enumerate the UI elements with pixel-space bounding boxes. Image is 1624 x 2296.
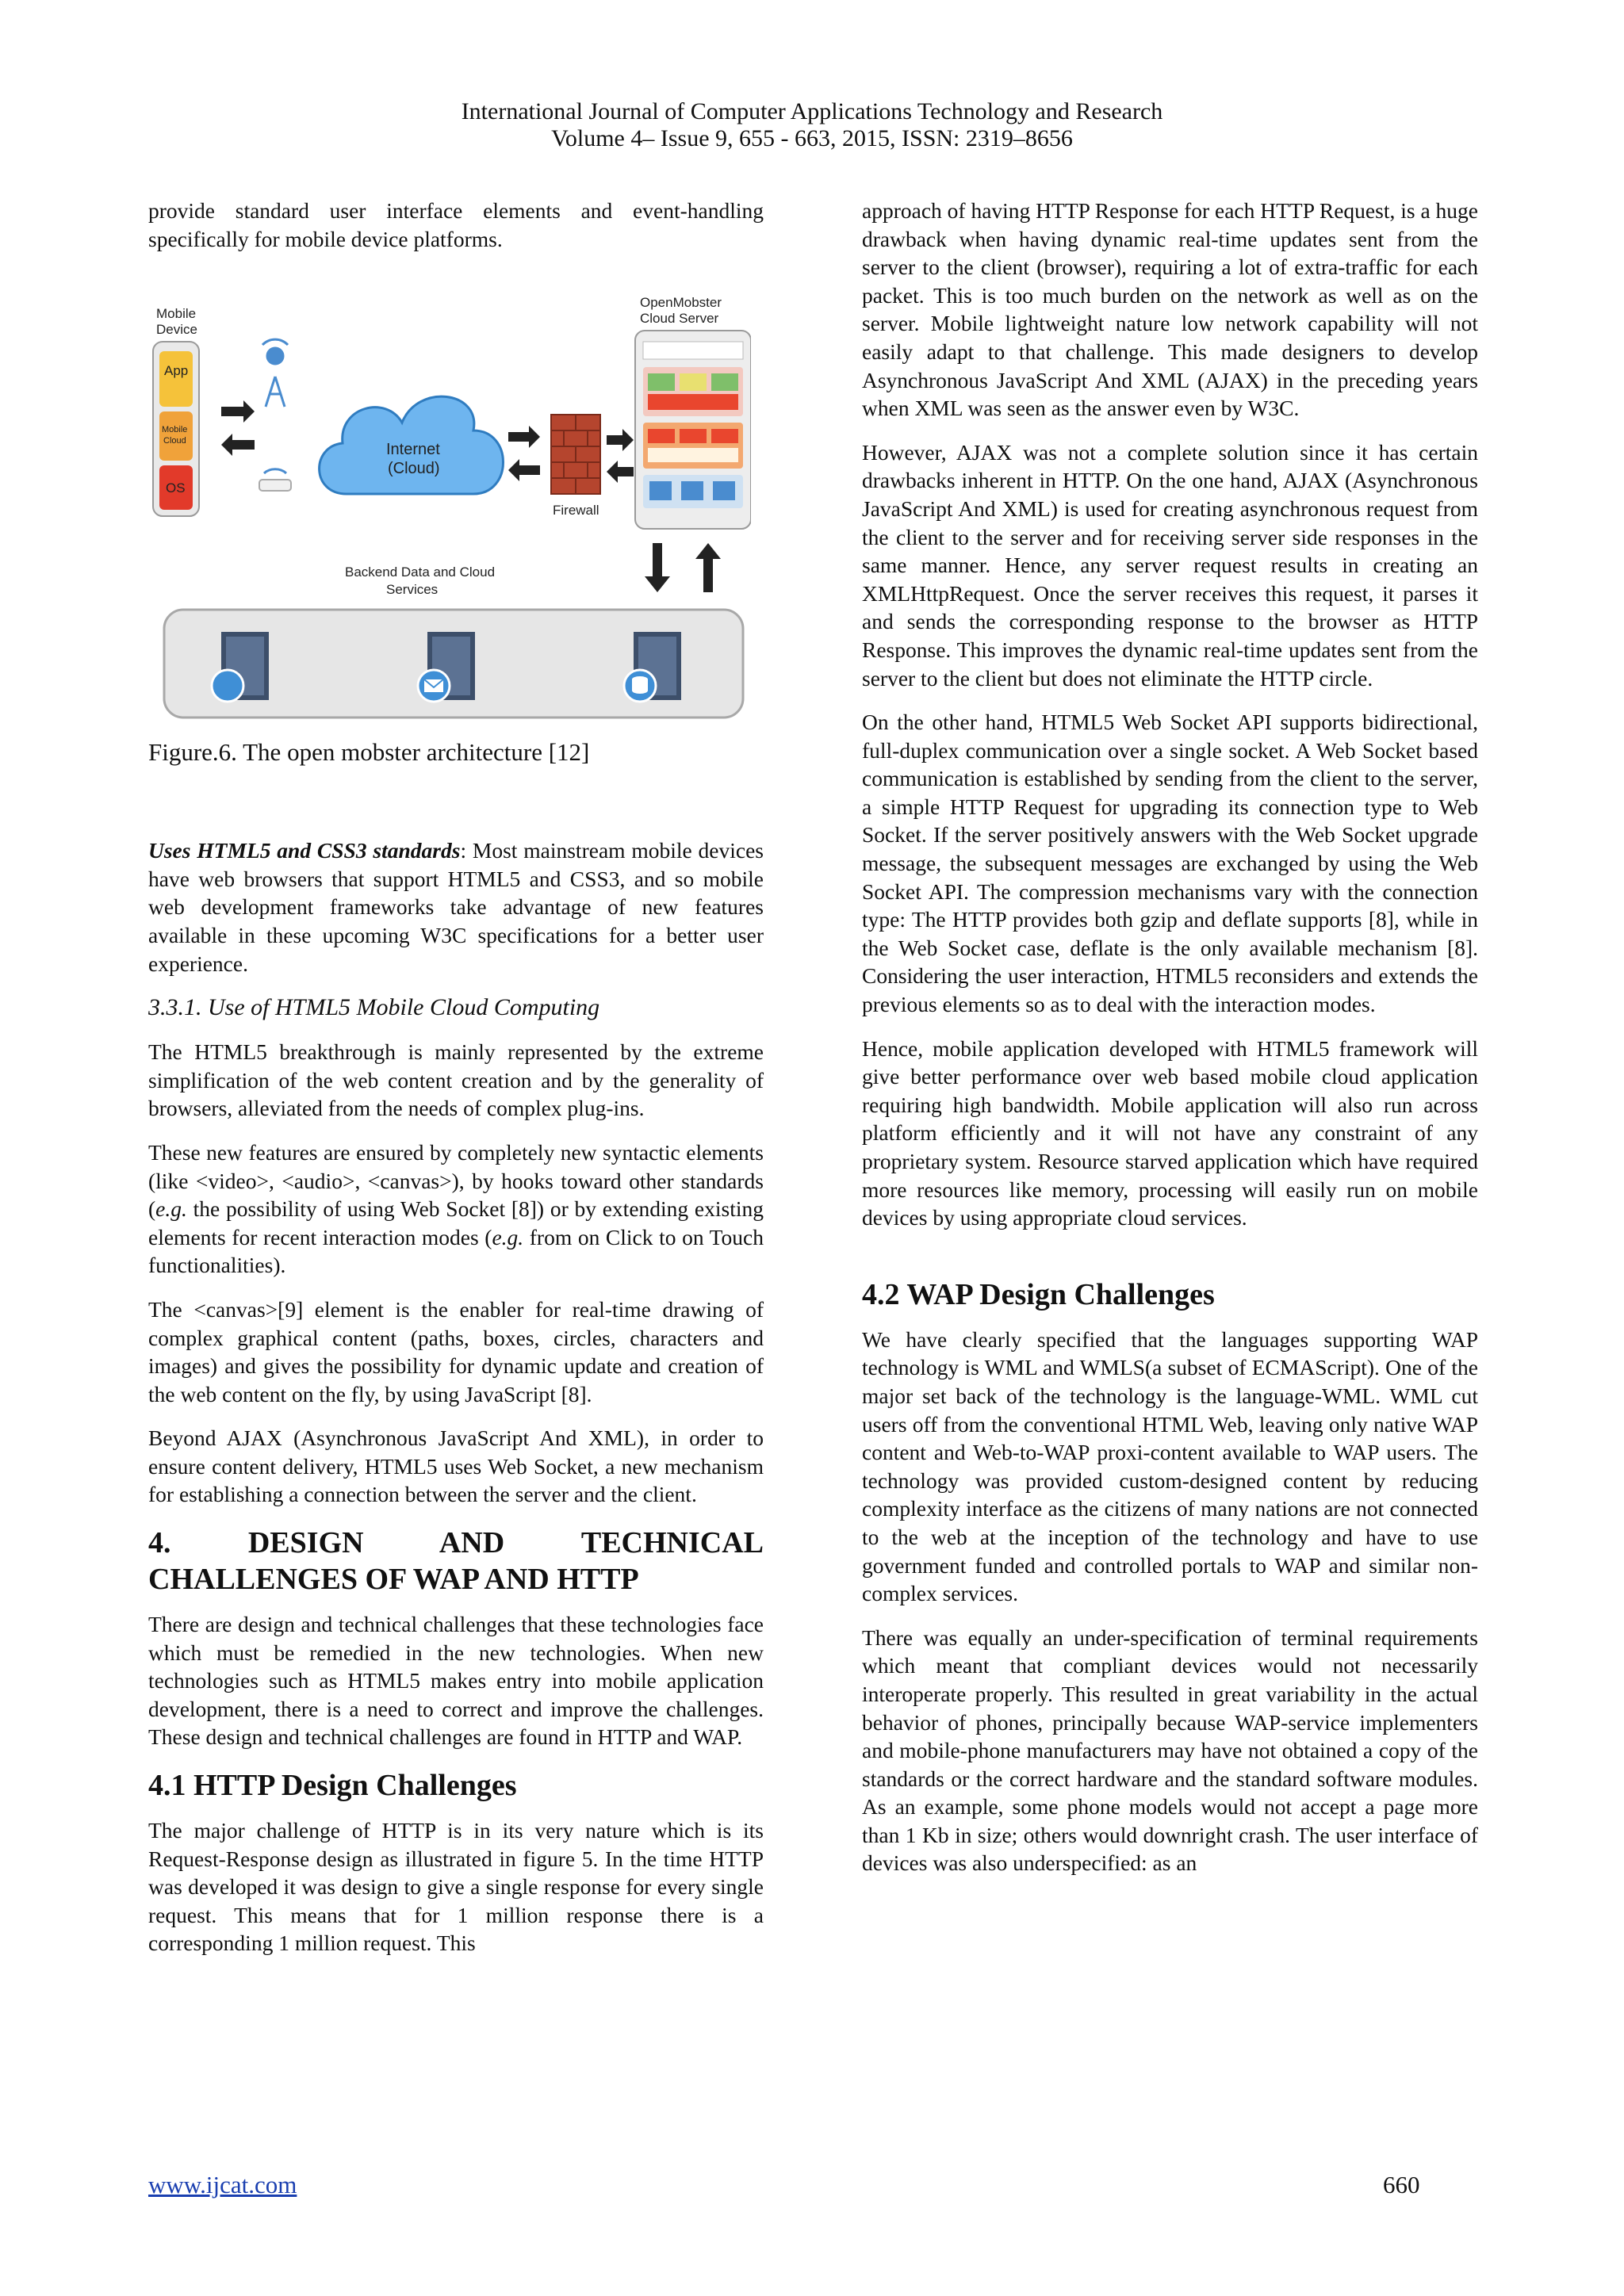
subsection-heading-331: 3.3.1. Use of HTML5 Mobile Cloud Computing (148, 994, 600, 1021)
openmobster-server (635, 296, 751, 529)
features-paragraph (148, 1138, 764, 1280)
wifi-router-icon (259, 469, 291, 491)
backend-label-2: Services (386, 582, 439, 598)
other-hand-paragraph: On the other hand, HTML5 Web Socket API supports bidirectional, full-duplex communication over a single socket. A Web Socket based communication is established by sending from the client to the server, a simple HTTP Request for upgrading its connection type to Web Socket. If the server positively answers with the Web Socket upgrade message, the subsequent messages are exchanged by using the Web Socket API. The compression mechanisms vary with the connection type: The HTTP provides both gzip and deflate supports [8], while in the Web Socket case, deflate is the only available mechanism [8]. Considering the user interaction, HTML5 reconsiders and extends the previous elements so as to deal with the interaction modes. (862, 710, 1478, 1017)
however-paragraph: However, AJAX was not a complete solution since it has certain drawbacks inherent in HTTP. On the one hand, AJAX (Asynchronous JavaScript And XML) is used for creating asynchronous request from the client to the server and for receiving server side responses in the same manner. Hence, any server request results in creating an XMLHttpRequest. Once the server receives this request, it parses it and sends the corresponding response to the browser as HTTP Response. This improves the dynamic real-time updates sent from the server to the client but does not eliminate the HTTP circle. (862, 439, 1478, 691)
journal-title: International Journal of Computer Applications Technology and Research (461, 98, 1163, 124)
figure-caption: Figure.6. The open mobster architecture [12] (148, 738, 590, 767)
http-major-paragraph: The major challenge of HTTP is in its very nature which is its Request-Response design as illustrated in figure 5. In the time HTTP was developed it was design to give a single response for every single request. This means that for 1 million response there is a corresponding 1 million request. This (148, 1818, 764, 1956)
device-cloud-arrows (221, 400, 255, 456)
firewall-icon (551, 415, 600, 518)
features-eg-1: e.g. (155, 1196, 187, 1222)
section-4-heading-line2: CHALLENGES OF WAP AND HTTP (148, 1563, 639, 1597)
mobile-cloud-label-2: Cloud (163, 436, 186, 446)
internet-label-2: (Cloud) (388, 460, 440, 478)
canvas-paragraph: The <canvas>[9] element is the enabler for real-time drawing of complex graphical content (paths, boxes, circles, characters and images) and gives the possibility for dynamic update and creation of the web content on the fly, by using JavaScript [8]. (148, 1296, 764, 1406)
firewall-label: Firewall (553, 503, 599, 519)
ajax-paragraph: Beyond AJAX (Asynchronous JavaScript And XML), in order to ensure content delivery, HTML5 uses Web Socket, a new mechanism for establishing a connection between the server and the client. (148, 1425, 764, 1507)
internet-cloud (320, 396, 504, 494)
section-41-heading: 4.1 HTTP Design Challenges (148, 1769, 517, 1803)
breakthrough-paragraph: The HTML5 breakthrough is mainly represented by the extreme simplification of the web content creation and by the generality of browsers, alleviated from the needs of complex plug-ins. (148, 1039, 764, 1121)
section-4-heading-line1: 4. DESIGN AND TECHNICAL (148, 1526, 764, 1560)
server-label-1: OpenMobster (640, 296, 722, 311)
features-text-2: the possibility of using Web Socket [8]) or by extending existing elements for recent interaction modes ( (148, 1196, 764, 1249)
html5-standards-text: : Most mainstream mobile devices have web browsers that support HTML5 and CSS3, and so mobile web development frameworks take advantage of new features available in these upcoming W3C specifications for a better user experience. (148, 838, 764, 976)
architecture-diagram (148, 296, 751, 724)
intro-paragraph: provide standard user interface elements and event-handling specifically for mobile device platforms. (148, 198, 764, 251)
server-backend-arrows (645, 543, 721, 592)
hence-paragraph: Hence, mobile application developed with HTML5 framework will give better performance over web based mobile cloud application requiring high bandwidth. Mobile application will also run across platform efficiently and it will not have any constraint of any proprietary system. Resource starved application which have required more resources like memory, processing will easily run on mobile devices by using appropriate cloud services. (862, 1035, 1478, 1230)
right-column (862, 197, 1478, 1877)
server-label-2: Cloud Server (640, 311, 719, 327)
backend-services-tray (164, 610, 743, 718)
journal-volume: Volume 4– Issue 9, 655 - 663, 2015, ISSN: 2319–8656 (551, 125, 1073, 151)
features-text-3: from on Click to on Touch functionalities). (148, 1224, 764, 1278)
section-42-heading: 4.2 WAP Design Challenges (862, 1277, 1215, 1311)
left-column (148, 197, 764, 1957)
features-eg-2: e.g. (492, 1224, 524, 1249)
mobile-device-label-2: Device (156, 322, 197, 338)
cell-tower-icon (262, 339, 288, 407)
journal-website-link[interactable]: www.ijcat.com (148, 2171, 297, 2198)
firewall-server-arrows (607, 429, 634, 483)
page-header (0, 98, 1624, 152)
equally-paragraph: There was equally an under-specification of terminal requirements which meant that compliant devices would not necessarily interoperate properly. This resulted in great variability in the actual behavior of phones, principally because WAP-service implementers and mobile-phone manufacturers may have not obtained a copy of the standards or the correct hardware and the standard software modules. As an example, some phone models would not accept a page more than 1 Kb in size; others would downright crash. The user interface of devices was also underspecified: as an (862, 1624, 1478, 1876)
approach-paragraph: approach of having HTTP Response for each HTTP Request, is a huge drawback when having dynamic real-time updates sent from the server to the client (browser), requiring a lot of extra-traffic for each packet. This is too much burden on the network as well as on the server. Mobile lightweight nature low network capability will not easily adapt to that challenge. This made designers to develop Asynchronous JavaScript And XML (AJAX) in the preceding years when XML was seen as the answer even by W3C. (862, 198, 1478, 421)
os-label: OS (166, 480, 186, 496)
internet-label-1: Internet (386, 441, 440, 459)
architecture-figure (148, 296, 751, 724)
mobile-device-block (153, 306, 199, 516)
app-label: App (164, 363, 189, 379)
challenges-paragraph: There are design and technical challenges that these technologies face which must be remedied in the new technologies. When new technologies such as HTML5 makes entry into mobile application development, there is a need to correct and improve the challenges. These design and technical challenges are found in HTTP and WAP. (148, 1612, 764, 1750)
wap-paragraph: We have clearly specified that the languages supporting WAP technology is WML and WMLS(a subset of ECMAScript). One of the major set back of the technology is the language-WML. WML cut users off from the conventional HTML Web, leaving only native WAP content and Web-to-WAP proxi-content available to WAP users. The technology was provided custom-designed content by reducing complexity interface as the citizens of many nations are not connected to the web at the inception of the technology and have to use government funded and controlled portals to WAP and similar non-complex services. (862, 1326, 1478, 1606)
mobile-device-label-1: Mobile (156, 306, 197, 322)
cloud-firewall-arrows (508, 426, 540, 481)
backend-label-1: Backend Data and Cloud (345, 564, 496, 580)
features-text-1: These new features are ensured by completely new syntactic elements (like <video>, <audio>, <canvas>), by hooks toward other standards ( (148, 1139, 764, 1222)
page-number: 660 (1383, 2171, 1420, 2198)
html5-standards-paragraph (148, 836, 764, 978)
html5-standards-term: Uses HTML5 and CSS3 standards (148, 838, 461, 863)
mobile-cloud-label-1: Mobile (162, 425, 188, 435)
